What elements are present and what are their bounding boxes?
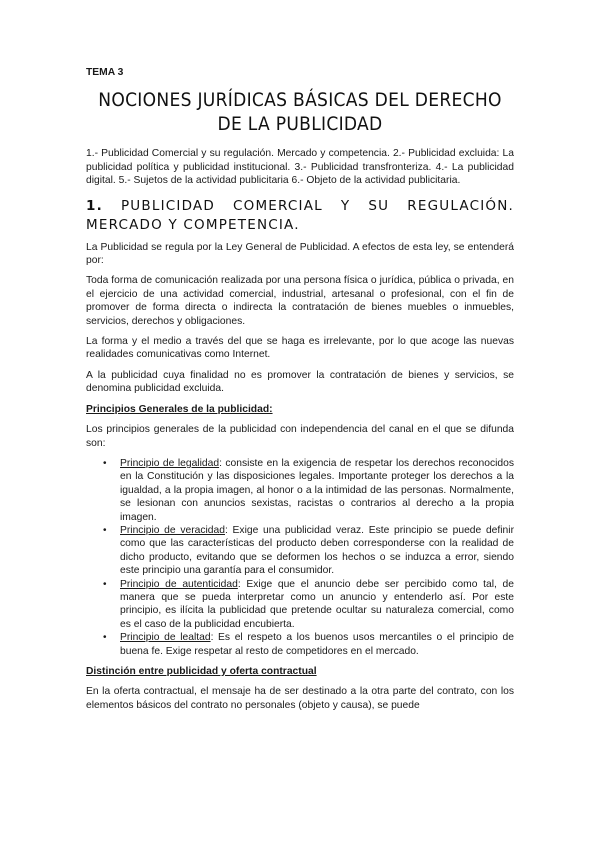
paragraph-definition: Toda forma de comunicación realizada por una persona física o jurídica, pública o privada, en el ejercicio de una actividad comercial, industrial, artesanal o profesional, con el fin de promover de forma directa o indirecta la contratación de bienes muebles o inmuebles, servicios, derechos y obligaciones. (86, 275, 514, 327)
list-item (103, 631, 514, 658)
bullet-icon: • (103, 457, 107, 469)
document-title: NOCIONES JURÍDICAS BÁSICAS DEL DERECHO DE LA PUBLICIDAD (98, 89, 502, 136)
section-number: 1. (86, 197, 103, 214)
document-page (86, 66, 514, 719)
list-item (103, 578, 514, 632)
list-item (103, 524, 515, 578)
bullet-icon: • (103, 524, 107, 536)
topic-label: TEMA 3 (86, 67, 124, 78)
principles-intro: Los principios generales de la publicidad con independencia del canal en el que se difunda son: (86, 424, 514, 449)
paragraph-intro: La Publicidad se regula por la Ley General de Publicidad. A efectos de esta ley, se entenderá por: (86, 241, 514, 267)
section-title: PUBLICIDAD COMERCIAL Y SU REGULACIÓN. MERCADO Y COMPETENCIA. (86, 197, 514, 233)
bullet-icon: • (103, 578, 107, 590)
principle-term: Principio de lealtad (120, 632, 211, 644)
principles-heading: Principios Generales de la publicidad: (86, 403, 273, 415)
section-heading (86, 197, 514, 235)
paragraph-excluded: A la publicidad cuya finalidad no es promover la contratación de bienes y servicios, se denomina publicidad excluida. (86, 369, 514, 395)
list-item (103, 457, 514, 524)
principle-term: Principio de veracidad (120, 524, 225, 536)
paragraph-medium: La forma y el medio a través del que se haga es irrelevante, por lo que acoge las nuevas realidades comunicativas como Internet. (86, 336, 514, 361)
distinction-paragraph: En la oferta contractual, el mensaje ha de ser destinado a la otra parte del contrato, con los elementos básicos del contrato no personales (objeto y causa), se puede (86, 686, 514, 711)
topic-summary: 1.- Publicidad Comercial y su regulación. Mercado y competencia. 2.- Publicidad excluida: La publicidad política y publicidad institucional. 3.- Publicidad transfronteriza. 4.- La publicidad digital. 5.- Sujetos de la actividad publicitaria 6.- Objeto de la actividad publicitaria. (86, 148, 514, 187)
principle-text: : Exige una publicidad veraz. Este principio se puede definir como que las características del producto deben corresponderse con la realidad de dicho producto, evitando que se deformen los hechos o se induzca a error, siendo este principio una garantía para el consumidor. (120, 524, 515, 577)
principle-text: : Exige que el anuncio debe ser percibido como tal, de manera que se pueda interpretar como un anuncio y entenderlo así. Por este principio, es ilícita la publicidad que pretende ocultar su naturaleza comercial, como es el caso de la publicidad encubierta. (120, 578, 514, 630)
principles-list (86, 457, 514, 658)
principle-term: Principio de legalidad (120, 457, 220, 469)
principle-term: Principio de autenticidad (120, 578, 238, 590)
principle-text: : consiste en la exigencia de respetar los derechos reconocidos en la Constitución y las disposiciones legales. Importante proteger los derechos a la igualdad, a la propia imagen, al honor o a la intimidad de las personas. Normalmente, se lesionan con anuncios sexistas, racistas o contrarios al derecho a la propia imagen. (120, 457, 514, 523)
bullet-icon: • (103, 632, 107, 644)
distinction-heading: Distinción entre publicidad y oferta contractual (86, 666, 317, 677)
principle-text: : Es el respeto a los buenos usos mercantiles o el principio de buena fe. Exige respetar al resto de competidores en el mercado. (120, 632, 514, 657)
